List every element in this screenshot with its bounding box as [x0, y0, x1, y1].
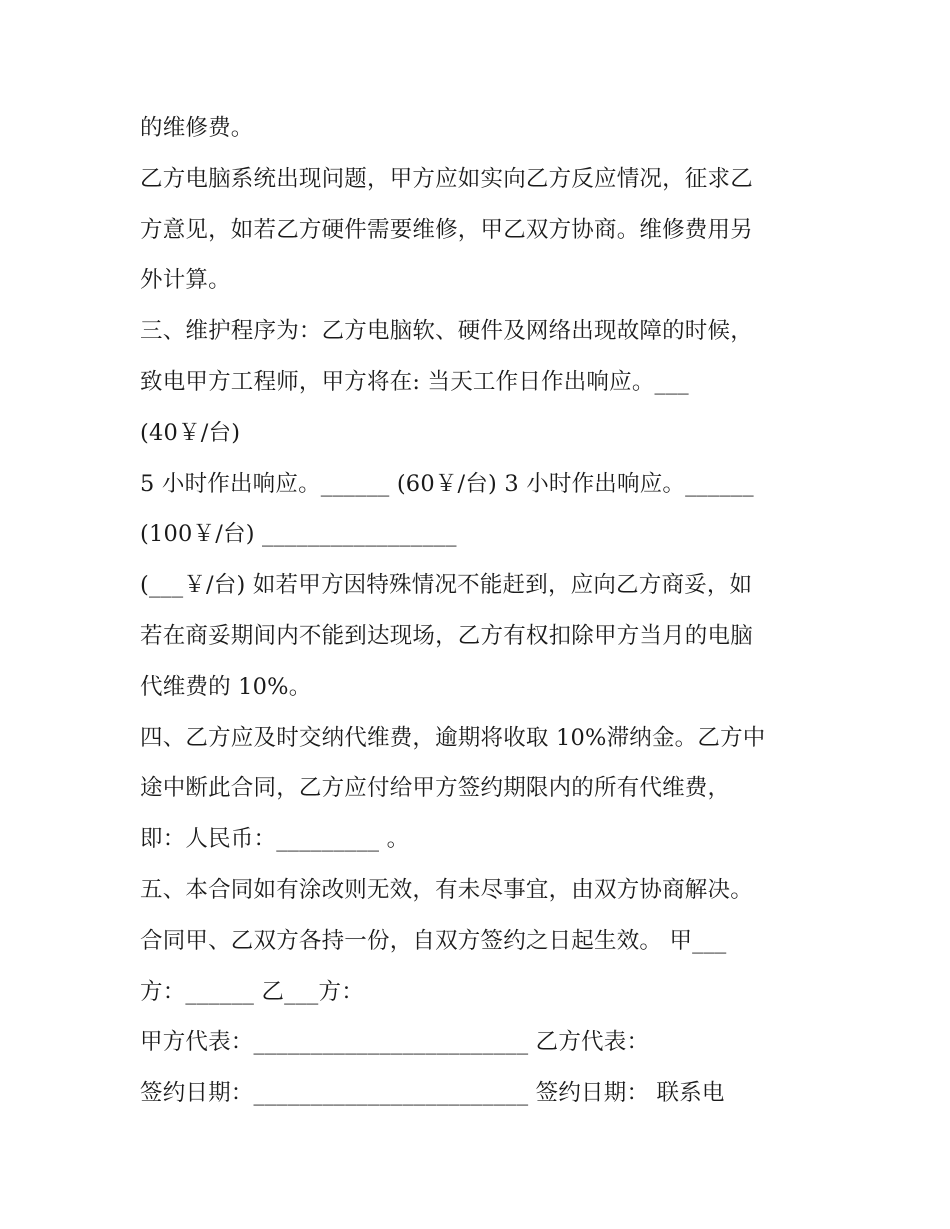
text-line: 若在商妥期间内不能到达现场，乙方有权扣除甲方当月的电脑	[140, 622, 753, 649]
text-line: 代维费的 10%。	[140, 673, 312, 700]
text-line: 即：人民币：_________ 。	[140, 826, 410, 853]
text-line: (40￥/台)	[140, 419, 241, 446]
text-line: (100￥/台) _________________	[140, 521, 457, 548]
contract-body	[140, 103, 820, 1119]
text-line: 四、乙方应及时交纳代维费，逾期将收取 10%滞纳金。乙方中	[140, 724, 766, 751]
text-line: 甲方代表：________________________ 乙方代表：	[140, 1029, 650, 1056]
text-line: 方意见，如若乙方硬件需要维修，甲乙双方协商。维修费用另	[140, 216, 753, 243]
text-line: 致电甲方工程师，甲方将在: 当天工作日作出响应。___	[140, 368, 689, 395]
text-line: 外计算。	[140, 267, 231, 294]
text-line: 途中断此合同，乙方应付给甲方签约期限内的所有代维费，	[140, 775, 731, 802]
text-line: 5 小时作出响应。______ (60￥/台) 3 小时作出响应。______	[140, 470, 754, 497]
text-line: 乙方电脑系统出现问题，甲方应如实向乙方反应情况，征求乙	[140, 165, 753, 192]
text-line: 五、本合同如有涂改则无效，有未尽事宜，由双方协商解决。	[140, 876, 753, 903]
text-line: 三、维护程序为：乙方电脑软、硬件及网络出现故障的时候，	[140, 318, 753, 345]
text-line: (___￥/台) 如若甲方因特殊情况不能赶到，应向乙方商妥，如	[140, 572, 753, 599]
text-line: 签约日期：________________________ 签约日期： 联系电	[140, 1080, 725, 1107]
text-line: 合同甲、乙双方各持一份，自双方签约之日起生效。 甲___	[140, 927, 727, 954]
text-line: 的维修费。	[140, 115, 254, 141]
text-line: 方：______ 乙___方：	[140, 978, 364, 1005]
